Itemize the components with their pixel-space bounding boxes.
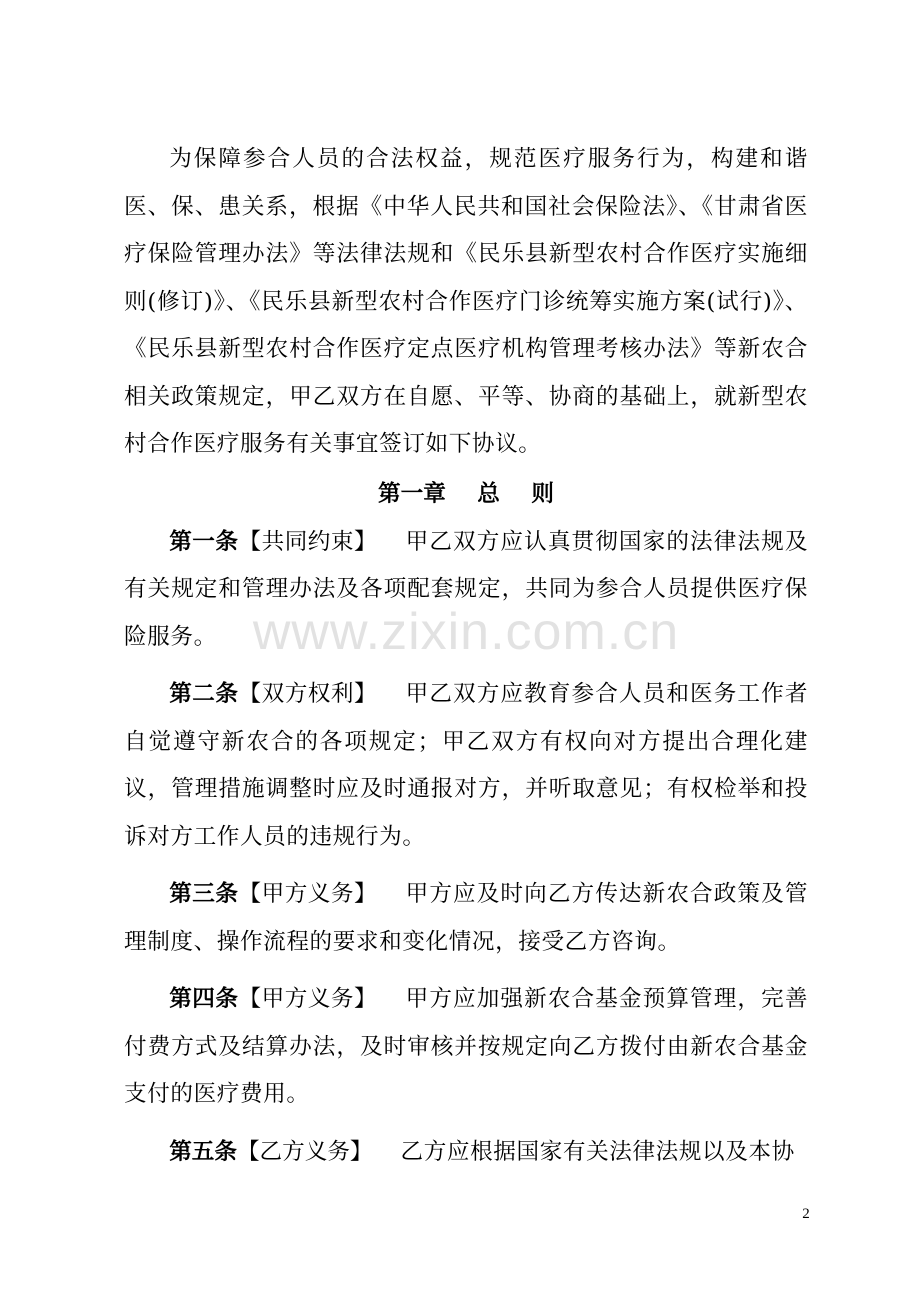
article-3-text: 甲方应及时向乙方传达新农合政策及管理制度、操作流程的要求和变化情况，接受乙方咨询。 <box>124 881 809 955</box>
article-3-heading: 【甲方义务】 <box>238 881 378 907</box>
article-2 <box>124 671 808 861</box>
article-4-number: 第四条 <box>169 986 239 1012</box>
article-3 <box>124 871 808 966</box>
article-2-number: 第二条 <box>169 681 239 707</box>
page-number: 2 <box>802 1206 810 1222</box>
article-2-text: 甲乙双方应教育参合人员和医务工作者自觉遵守新农合的各项规定；甲乙双方有权向对方提出合理化建议，管理措施调整时应及时通报对方，并听取意见；有权检举和投诉对方工作人员的违规行为。 <box>124 681 809 850</box>
watermark: www.zixin.com.cn <box>252 603 680 661</box>
article-5 <box>124 1129 808 1177</box>
article-4-heading: 【甲方义务】 <box>238 986 378 1012</box>
document-body <box>124 136 808 1176</box>
article-1-text: 甲乙双方应认真贯彻国家的法律法规及有关规定和管理办法及各项配套规定，共同为参合人员提供医疗保险服务。 <box>124 528 809 650</box>
article-1-number: 第一条 <box>169 528 239 555</box>
chapter-heading: 第一章 总 则 <box>378 480 554 507</box>
article-3-number: 第三条 <box>169 881 239 907</box>
article-2-heading: 【双方权利】 <box>238 681 378 707</box>
article-5-text: 乙方应根据国家有关法律法规以及本协 <box>400 1138 795 1165</box>
article-1-heading: 【共同约束】 <box>238 528 378 555</box>
article-1 <box>124 519 808 662</box>
article-4-text: 甲方应加强新农合基金预算管理，完善付费方式及结算办法，及时审核并按规定向乙方拨付由新农合基金支付的医疗费用。 <box>124 986 809 1107</box>
article-5-number: 第五条 <box>169 1138 237 1165</box>
intro-paragraph: 为保障参合人员的合法权益，规范医疗服务行为，构建和谐医、保、患关系，根据《中华人民共和国社会保险法》、《甘肃省医疗保险管理办法》等法律法规和《民乐县新型农村合作医疗实施细则(修订)》、《民乐县新型农村合作医疗门诊统筹实施方案(试行)》、《民乐县新型农村合作医疗定点医疗机构管理考核办法》等新农合相关政策规定，甲乙双方在自愿、平等、协商的基础上，就新型农村合作医疗服务有关事宜签订如下协议。 <box>124 146 808 457</box>
article-5-heading: 【乙方义务】 <box>236 1138 373 1165</box>
article-4 <box>124 976 808 1119</box>
